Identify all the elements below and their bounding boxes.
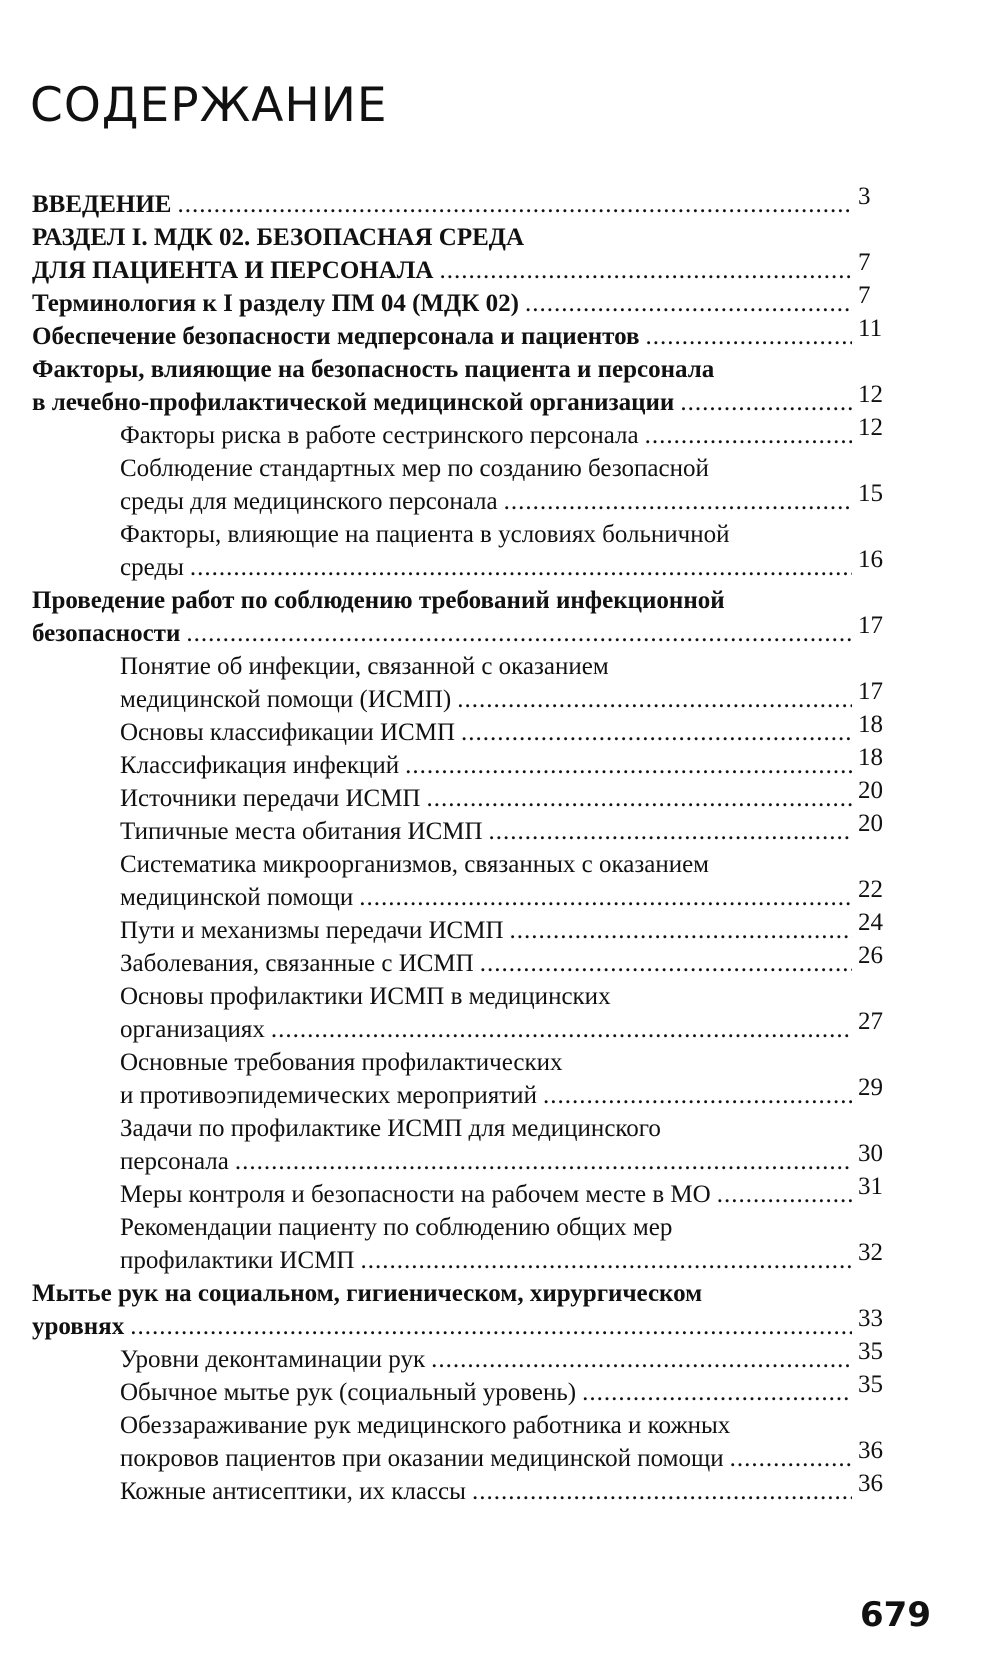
toc-entry-line: [120, 546, 900, 585]
toc-entry-line: [120, 1338, 900, 1377]
toc-entry-text: персонала: [120, 1148, 229, 1175]
dot-leader: [431, 1343, 852, 1377]
dot-leader: [426, 782, 852, 816]
dot-leader: [359, 881, 852, 915]
dot-leader: [543, 1079, 852, 1113]
toc-entry-line: [120, 1112, 661, 1146]
toc-entry-text: Факторы риска в работе сестринского персонала: [120, 422, 639, 449]
toc-page-number: 35: [858, 1338, 883, 1365]
toc-entry-line: [120, 1008, 900, 1047]
toc-entry-text: РАЗДЕЛ I. МДК 02. БЕЗОПАСНАЯ СРЕДА: [32, 224, 525, 251]
toc-entry-text: Терминология к I разделу ПМ 04 (МДК 02): [32, 290, 519, 317]
page-title: СОДЕРЖАНИЕ: [30, 78, 388, 133]
dot-leader: [645, 419, 852, 453]
toc-page-number: 11: [858, 315, 883, 342]
toc-entry-line: [120, 1173, 900, 1212]
toc-page-number: 12: [858, 381, 883, 408]
toc-page-number: 33: [858, 1305, 883, 1332]
dot-leader: [360, 1244, 852, 1278]
toc-entry-text: Систематика микроорганизмов, связанных с оказанием: [120, 851, 709, 878]
toc-entry-line: [120, 480, 900, 519]
toc-page-number: 7: [858, 249, 871, 276]
toc-page-number: 3: [858, 183, 871, 210]
toc-entry-line: [120, 1470, 900, 1509]
toc-entry-line: [32, 584, 725, 618]
toc-entry-line: [120, 678, 900, 717]
toc-entry-text: Мытье рук на социальном, гигиеническом, хирургическом: [32, 1280, 703, 1307]
toc-entry-line: [120, 876, 900, 915]
toc-entry-text: Понятие об инфекции, связанной с оказанием: [120, 653, 609, 680]
dot-leader: [525, 287, 852, 321]
toc-entry-text: покровов пациентов при оказании медицинской помощи: [120, 1445, 724, 1472]
toc-entry-line: [120, 414, 900, 453]
toc-entry-line: [120, 777, 900, 816]
toc-page-number: 16: [858, 546, 883, 573]
toc-entry-line: [120, 1409, 730, 1443]
toc-entry-text: Задачи по профилактике ИСМП для медицинского: [120, 1115, 661, 1142]
toc-entry-line: [32, 282, 900, 321]
toc-entry-text: ВВЕДЕНИЕ: [32, 191, 172, 218]
toc-entry-line: [32, 1277, 702, 1311]
toc-entry-line: [120, 1074, 900, 1113]
dot-leader: [177, 188, 852, 222]
toc-entry-line: [32, 315, 900, 354]
toc-entry-text: Основы классификации ИСМП: [120, 719, 456, 746]
toc-entry-text: Уровни деконтаминации рук: [120, 1346, 426, 1373]
dot-leader: [680, 386, 852, 420]
toc-entry-line: [120, 942, 900, 981]
dot-leader: [504, 485, 852, 519]
toc-entry-text: медицинской помощи: [120, 884, 354, 911]
toc-entry-text: Соблюдение стандартных мер по созданию безопасной: [120, 455, 709, 482]
dot-leader: [457, 683, 852, 717]
toc-entry-line: [32, 221, 524, 255]
toc-page-number: 27: [858, 1008, 883, 1035]
dot-leader: [717, 1178, 852, 1212]
toc-page-number: 31: [858, 1173, 883, 1200]
toc-page-number: 12: [858, 414, 883, 441]
dot-leader: [489, 815, 852, 849]
toc-entry-text: Основы профилактики ИСМП в медицинских: [120, 983, 611, 1010]
dot-leader: [186, 617, 852, 651]
toc-page-number: 15: [858, 480, 883, 507]
toc-entry-text: Проведение работ по соблюдению требований инфекционной: [32, 587, 725, 614]
toc-page-number: 18: [858, 711, 883, 738]
toc-entry-line: [120, 452, 709, 486]
toc-entry-text: Пути и механизмы передачи ИСМП: [120, 917, 504, 944]
toc-page-number: 29: [858, 1074, 883, 1101]
toc-page-number: 36: [858, 1437, 883, 1464]
toc-entry-text: Обеспечение безопасности медперсонала и пациентов: [32, 323, 640, 350]
toc-page-number: 36: [858, 1470, 883, 1497]
toc-entry-text: Обеззараживание рук медицинского работника и кожных: [120, 1412, 731, 1439]
dot-leader: [472, 1475, 852, 1509]
dot-leader: [405, 749, 852, 783]
toc-entry-line: [32, 381, 900, 420]
dot-leader: [480, 947, 852, 981]
toc-entry-line: [120, 711, 900, 750]
dot-leader: [439, 254, 852, 288]
toc-entry-text: Рекомендации пациенту по соблюдению общих мер: [120, 1214, 673, 1241]
toc-entry-line: [120, 1140, 900, 1179]
toc-entry-text: Факторы, влияющие на безопасность пациента и персонала: [32, 356, 715, 383]
toc-entry-line: [120, 1239, 900, 1278]
toc-entry-line: [120, 744, 900, 783]
toc-entry-line: [32, 1305, 900, 1344]
toc-entry-text: Типичные места обитания ИСМП: [120, 818, 483, 845]
toc-entry-text: Факторы, влияющие на пациента в условиях больничной: [120, 521, 730, 548]
toc-page-number: 17: [858, 612, 883, 639]
dot-leader: [235, 1145, 852, 1179]
toc-entry-line: [120, 1211, 672, 1245]
toc-page-number: 22: [858, 876, 883, 903]
dot-leader: [510, 914, 852, 948]
toc-entry-text: уровнях: [32, 1313, 125, 1340]
toc-page-number: 20: [858, 810, 883, 837]
toc-page-number: 32: [858, 1239, 883, 1266]
toc-entry-line: [120, 1046, 563, 1080]
toc-entry-text: Классификация инфекций: [120, 752, 400, 779]
toc-page-number: 35: [858, 1371, 883, 1398]
dot-leader: [130, 1310, 852, 1344]
toc-entry-text: ДЛЯ ПАЦИЕНТА И ПЕРСОНАЛА: [32, 257, 434, 284]
toc-entry-text: и противоэпидемических мероприятий: [120, 1082, 537, 1109]
dot-leader: [645, 320, 852, 354]
page-number: 679: [860, 1595, 931, 1635]
toc-entry-line: [120, 650, 609, 684]
toc-entry-text: Основные требования профилактических: [120, 1049, 563, 1076]
toc-entry-line: [32, 249, 900, 288]
toc-page-number: 17: [858, 678, 883, 705]
toc-entry-line: [32, 353, 714, 387]
toc-entry-text: среды для медицинского персонала: [120, 488, 498, 515]
toc-entry-text: Источники передачи ИСМП: [120, 785, 421, 812]
dot-leader: [461, 716, 852, 750]
toc-entry-text: среды: [120, 554, 184, 581]
toc-entry-line: [120, 1437, 900, 1476]
toc-page-number: 26: [858, 942, 883, 969]
toc-entry-line: [120, 980, 611, 1014]
toc-entry-text: медицинской помощи (ИСМП): [120, 686, 452, 713]
toc-entry-text: Заболевания, связанные с ИСМП: [120, 950, 474, 977]
toc-page-number: 18: [858, 744, 883, 771]
toc-page-number: 20: [858, 777, 883, 804]
toc-entry-line: [32, 183, 900, 222]
toc-page-number: 30: [858, 1140, 883, 1167]
toc-entry-text: профилактики ИСМП: [120, 1247, 355, 1274]
dot-leader: [190, 551, 852, 585]
toc-entry-line: [120, 1371, 900, 1410]
toc-entry-line: [120, 909, 900, 948]
toc-page-number: 7: [858, 282, 871, 309]
toc-entry-line: [120, 810, 900, 849]
toc-entry-line: [120, 848, 709, 882]
toc-entry-line: [32, 612, 900, 651]
toc-entry-text: Обычное мытье рук (социальный уровень): [120, 1379, 577, 1406]
toc-entry-text: организациях: [120, 1016, 265, 1043]
toc-entry-text: безопасности: [32, 620, 181, 647]
toc-page-number: 24: [858, 909, 883, 936]
dot-leader: [271, 1013, 852, 1047]
dot-leader: [582, 1376, 852, 1410]
toc-entry-text: Меры контроля и безопасности на рабочем месте в МО: [120, 1181, 711, 1208]
toc-entry-text: Кожные антисептики, их классы: [120, 1478, 466, 1505]
toc-entry-line: [120, 518, 729, 552]
dot-leader: [730, 1442, 852, 1476]
toc-entry-text: в лечебно-профилактической медицинской организации: [32, 389, 675, 416]
